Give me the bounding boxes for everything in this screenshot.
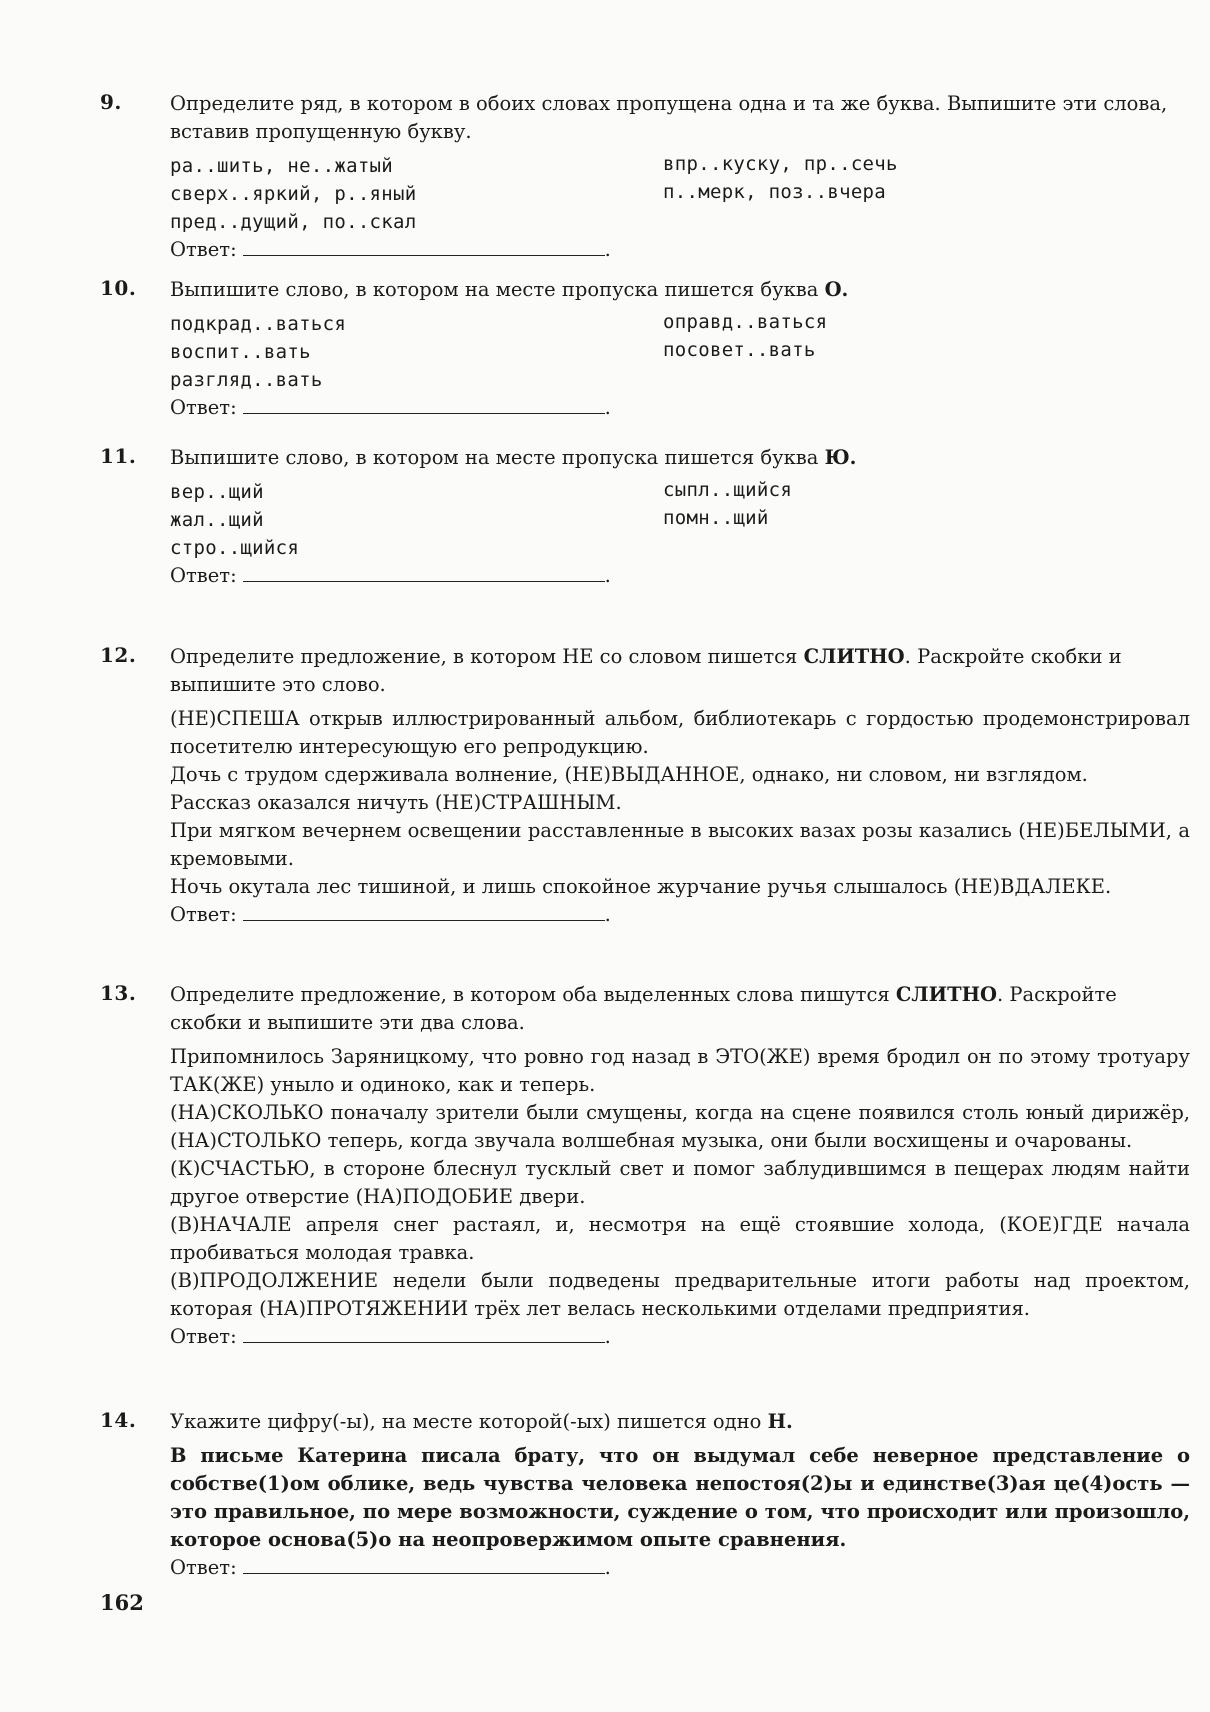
answer-field[interactable]: Ответ: . xyxy=(170,1556,611,1579)
options-right-column xyxy=(663,476,792,532)
answer-line[interactable] xyxy=(243,1324,605,1343)
answer-field[interactable]: Ответ: . xyxy=(170,238,611,261)
options-right-column xyxy=(663,308,827,364)
answer-line[interactable] xyxy=(243,237,605,256)
task-question: Определите ряд, в котором в обоих словах пропущена одна и та же буква. Выпишите эти слова, вставив пропущенную букву. xyxy=(170,92,1168,143)
sentence: (В)ПРОДОЛЖЕНИЕ недели были подведены предварительные итоги работы над проектом, которая (НА)ПРОТЯЖЕНИИ трёх лет велась несколькими отделами предприятия. xyxy=(170,1269,1190,1320)
task-body xyxy=(170,444,1190,590)
answer-label: Ответ: xyxy=(170,396,237,419)
answer-label: Ответ: xyxy=(170,564,237,587)
task-number: 9. xyxy=(100,90,122,114)
option-item: жал..щий xyxy=(170,509,264,531)
option-item: стро..щийся xyxy=(170,537,300,559)
options-left-column xyxy=(170,152,417,236)
task-10 xyxy=(100,276,1190,426)
sentence: Ночь окутала лес тишиной, и лишь спокойное журчание ручья слышалось (НЕ)ВДАЛЕКЕ. xyxy=(170,875,1112,898)
answer-field[interactable]: Ответ: . xyxy=(170,564,611,587)
sentence: (НЕ)СПЕША открыв иллюстрированный альбом, библиотекарь с гордостью продемонстрировал посетителю интересующую его репродукцию. xyxy=(170,707,1190,758)
option-item: пред..дущий, по..скал xyxy=(170,211,417,233)
options-left-column xyxy=(170,478,299,562)
sentence: Припомнилось Заряницкому, что ровно год назад в ЭТО(ЖЕ) время бродил он по этому тротуару ТАК(ЖЕ) уныло и одиноко, как и теперь. xyxy=(170,1045,1190,1096)
option-item: разгляд..вать xyxy=(170,369,323,391)
task-question: Выпишите слово, в котором на месте пропуска пишется буква Ю. xyxy=(170,446,857,469)
task-number: 10. xyxy=(100,276,137,300)
option-item: сыпл..щийся xyxy=(663,479,793,501)
option-item: ра..шить, не..жатый xyxy=(170,155,394,177)
task-question: Выпишите слово, в котором на месте пропуска пишется буква О. xyxy=(170,278,849,301)
answer-field[interactable]: Ответ: . xyxy=(170,1325,611,1348)
word-options xyxy=(170,152,1190,236)
task-number: 14. xyxy=(100,1408,137,1432)
task-body xyxy=(170,276,1190,422)
answer-line[interactable] xyxy=(243,395,605,414)
word-options xyxy=(170,478,1190,562)
task-number: 11. xyxy=(100,444,137,468)
answer-line[interactable] xyxy=(243,563,605,582)
task-number: 13. xyxy=(100,981,137,1005)
option-item: оправд..ваться xyxy=(663,311,828,333)
answer-line[interactable] xyxy=(243,902,605,921)
task-body xyxy=(170,643,1190,929)
answer-field[interactable]: Ответ: . xyxy=(170,396,611,419)
task-13 xyxy=(100,981,1190,1381)
task-body xyxy=(170,1408,1190,1582)
task-12 xyxy=(100,643,1190,953)
option-item: воспит..вать xyxy=(170,341,311,363)
task-question: Определите предложение, в котором оба выделенных слова пишутся СЛИТНО. Раскройте скобки и выпишите эти два слова. xyxy=(170,983,1117,1034)
answer-line[interactable] xyxy=(243,1555,605,1574)
page-number: 162 xyxy=(100,1590,144,1615)
task-9 xyxy=(100,90,1190,260)
sentence: При мягком вечернем освещении расставленные в высоких вазах розы казались (НЕ)БЕЛЫМИ, а кремовыми. xyxy=(170,819,1190,870)
answer-label: Ответ: xyxy=(170,1556,237,1579)
option-item: подкрад..ваться xyxy=(170,313,347,335)
sentence: Рассказ оказался ничуть (НЕ)СТРАШНЫМ. xyxy=(170,791,622,814)
option-item: п..мерк, поз..вчера xyxy=(663,181,887,203)
option-item: помн..щий xyxy=(663,507,769,529)
word-options xyxy=(170,310,1190,394)
sentence: Дочь с трудом сдерживала волнение, (НЕ)ВЫДАННОЕ, однако, ни словом, ни взглядом. xyxy=(170,763,1088,786)
task-number: 12. xyxy=(100,643,137,667)
task-question: Определите предложение, в котором НЕ со словом пишется СЛИТНО. Раскройте скобки и выпишите это слово. xyxy=(170,645,1122,696)
answer-label: Ответ: xyxy=(170,1325,237,1348)
sentence: (В)НАЧАЛЕ апреля снег растаял, и, несмотря на ещё стоявшие холода, (КОЕ)ГДЕ начала пробиваться молодая травка. xyxy=(170,1213,1190,1264)
task-body xyxy=(170,90,1190,264)
sentence: (НА)СКОЛЬКО поначалу зрители были смущены, когда на сцене появился столь юный дирижёр, (НА)СТОЛЬКО теперь, когда звучала волшебная музыка, они были восхищены и очарованы. xyxy=(170,1101,1190,1152)
options-left-column xyxy=(170,310,346,394)
answer-label: Ответ: xyxy=(170,903,237,926)
task-body xyxy=(170,981,1190,1351)
task-question: Укажите цифру(-ы), на месте которой(-ых) пишется одно Н. xyxy=(170,1410,793,1433)
option-item: впр..куску, пр..сечь xyxy=(663,153,898,175)
sentence: (К)СЧАСТЬЮ, в стороне блеснул тусклый свет и помог заблудившимся в пещерах людям найти другое отверстие (НА)ПОДОБИЕ двери. xyxy=(170,1157,1190,1208)
answer-field[interactable]: Ответ: . xyxy=(170,903,611,926)
task-text: В письме Катерина писала брату, что он выдумал себе неверное представление о собстве(1)ом облике, ведь чувства человека непостоя(2)ы и единстве(3)ая це(4)ость — это правильное, по мере возможности, суждение о том, что происходит или произошло, которое основа(5)о на неопровержимом опыте сравнения. xyxy=(170,1444,1190,1551)
task-11 xyxy=(100,444,1190,594)
options-right-column xyxy=(663,150,898,206)
task-14 xyxy=(100,1408,1190,1588)
option-item: посовет..вать xyxy=(663,339,816,361)
option-item: сверх..яркий, р..яный xyxy=(170,183,417,205)
option-item: вер..щий xyxy=(170,481,264,503)
answer-label: Ответ: xyxy=(170,238,237,261)
